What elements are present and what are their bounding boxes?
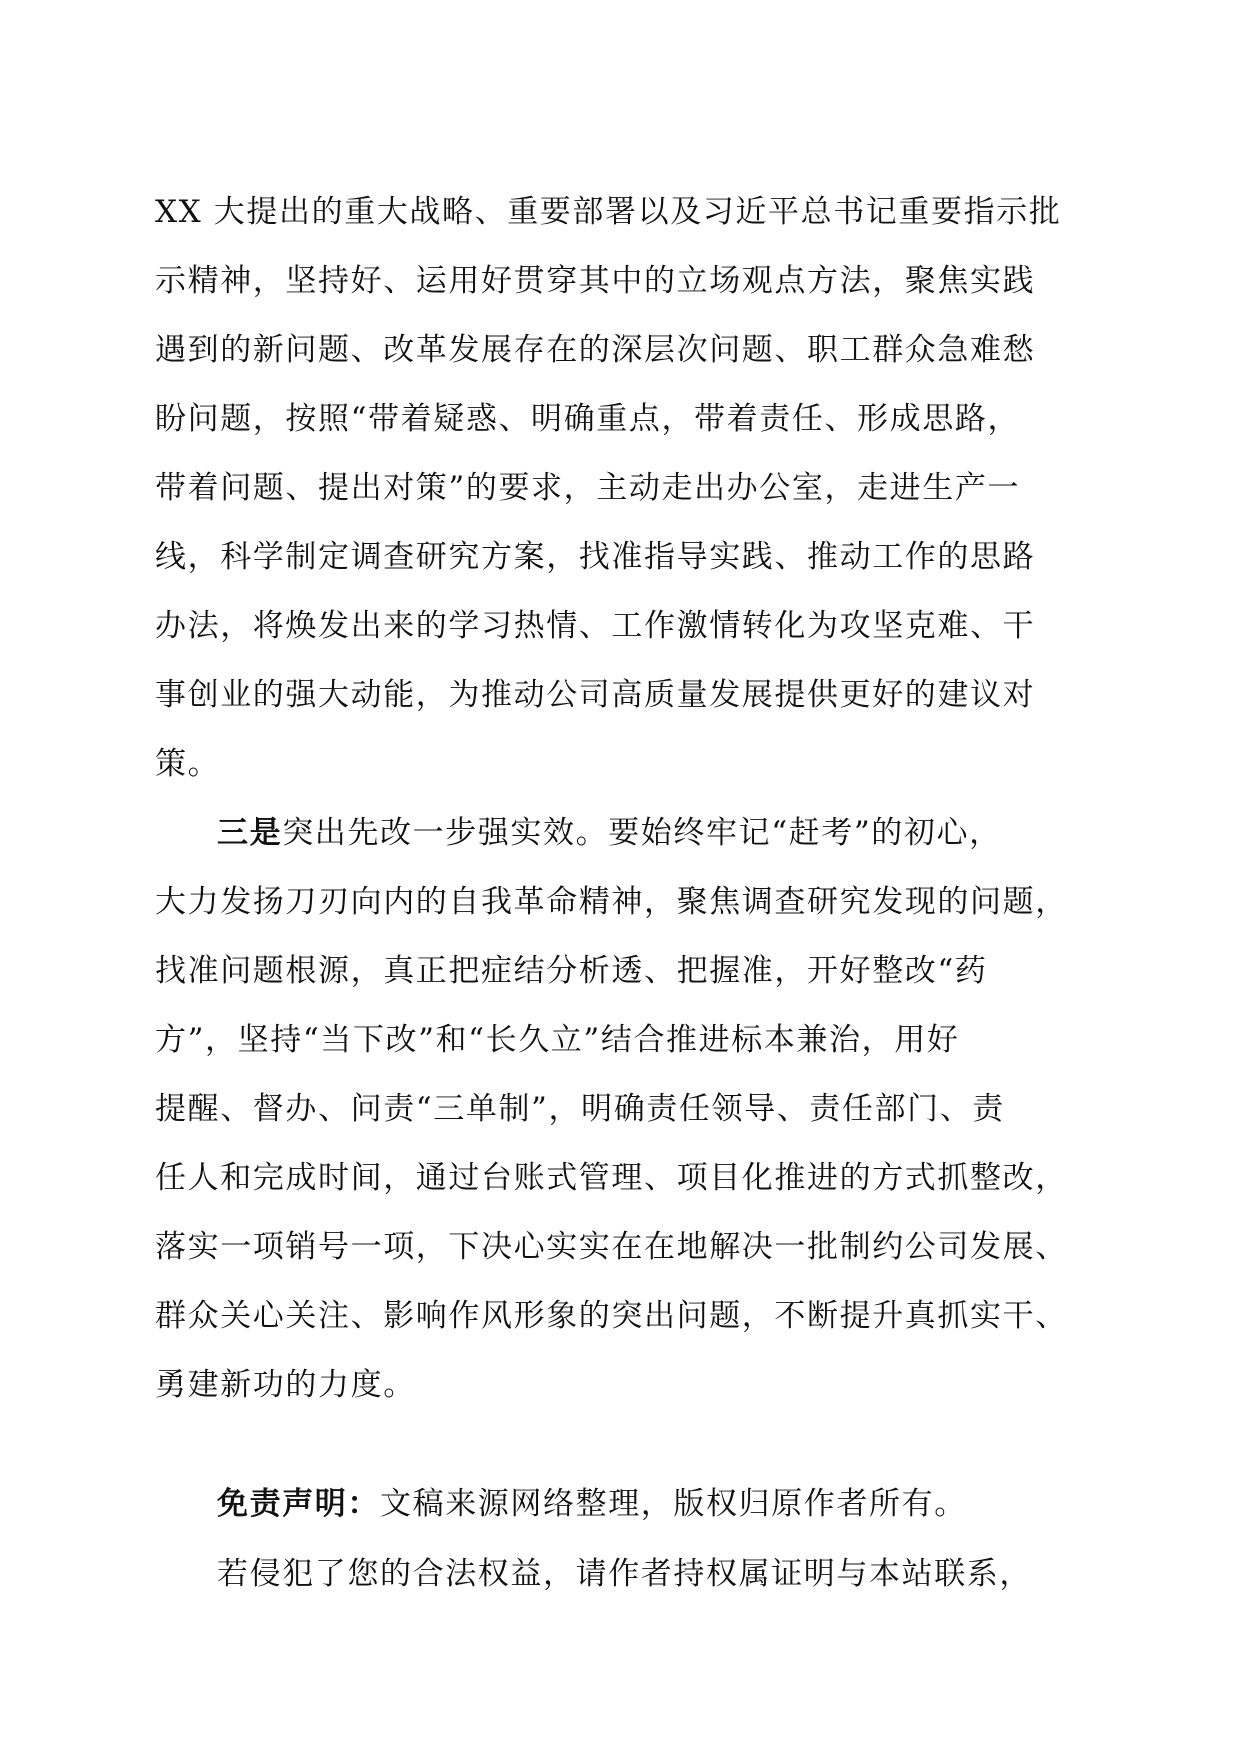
paragraph-2-line-2: 大力发扬刀刃向内的自我革命精神，聚焦调查研究发现的问题， bbox=[155, 884, 1068, 920]
paragraph-1-line-9: 策。 bbox=[155, 746, 221, 782]
paragraph-2-line-7: 落实一项销号一项，下决心实实在在地解决一批制约公司发展、 bbox=[155, 1229, 1068, 1265]
paragraph-2-line-4: 方”，坚持“当下改”和“长久立”结合推进标本兼治，用好 bbox=[155, 1022, 960, 1058]
paragraph-1-line-7: 办法，将焕发出来的学习热情、工作激情转化为攻坚克难、干 bbox=[155, 608, 1036, 644]
paragraph-2-line-9: 勇建新功的力度。 bbox=[155, 1367, 416, 1403]
paragraph-2-line-1 bbox=[217, 813, 1002, 853]
paragraph-1-line-3: 遇到的新问题、改革发展存在的深层次问题、职工群众急难愁 bbox=[155, 332, 1036, 368]
paragraph-2-line-8: 群众关心关注、影响作风形象的突出问题，不断提升真抓实干、 bbox=[155, 1298, 1068, 1334]
disclaimer-label: 免责声明： bbox=[217, 1486, 380, 1522]
disclaimer-line-2: 若侵犯了您的合法权益，请作者持权属证明与本站联系， bbox=[217, 1556, 1032, 1592]
disclaimer-text: 文稿来源网络整理，版权归原作者所有。 bbox=[380, 1486, 967, 1522]
paragraph-1-line-4: 盼问题，按照“带着疑惑、明确重点，带着责任、形成思路， bbox=[155, 401, 1021, 437]
disclaimer-line-1 bbox=[217, 1484, 967, 1524]
paragraph-1-line-5: 带着问题、提出对策”的要求，主动走出办公室，走进生产一 bbox=[155, 470, 1021, 506]
paragraph-2-line-5: 提醒、督办、问责“三单制”，明确责任领导、责任部门、责 bbox=[155, 1091, 1005, 1127]
paragraph-2-lead: 三是 bbox=[217, 815, 283, 851]
paragraph-1-line-6: 线，科学制定调查研究方案，找准指导实践、推动工作的思路 bbox=[155, 539, 1036, 575]
paragraph-2-line-1-text: 突出先改一步强实效。要始终牢记“赶考”的初心， bbox=[282, 815, 1002, 851]
paragraph-1-line-2: 示精神，坚持好、运用好贯穿其中的立场观点方法，聚焦实践 bbox=[155, 263, 1036, 299]
paragraph-2-line-3: 找准问题根源，真正把症结分析透、把握准，开好整改“药 bbox=[155, 953, 988, 989]
paragraph-1-line-1: XX 大提出的重大战略、重要部署以及习近平总书记重要指示批 bbox=[155, 194, 1062, 230]
paragraph-2-line-6: 任人和完成时间，通过台账式管理、项目化推进的方式抓整改， bbox=[155, 1160, 1068, 1196]
paragraph-1-line-8: 事创业的强大动能，为推动公司高质量发展提供更好的建议对 bbox=[155, 677, 1036, 713]
